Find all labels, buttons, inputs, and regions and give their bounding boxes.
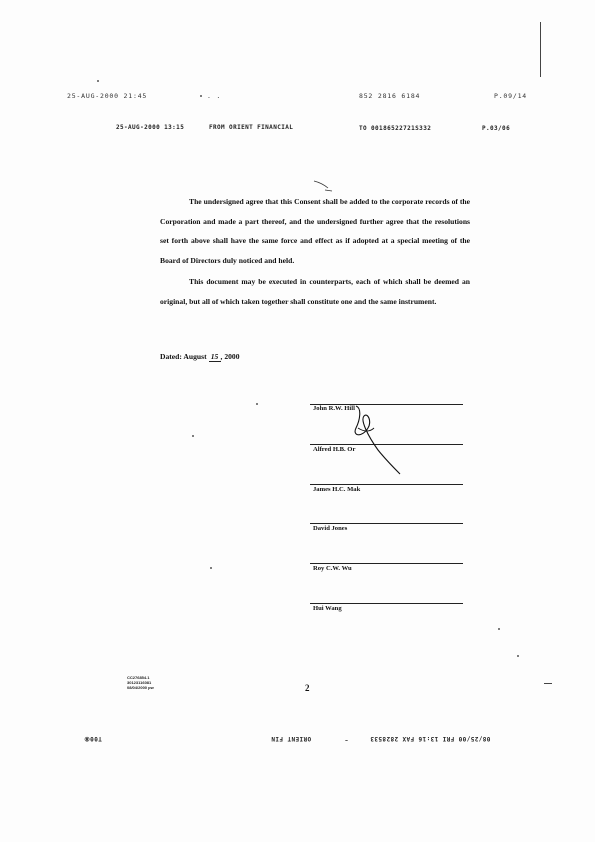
fax-footer-right — [370, 735, 490, 742]
scan-edge-mark — [540, 22, 541, 77]
document-id-line: 30123116081 — [127, 680, 152, 685]
signature-line — [310, 523, 463, 524]
scan-speck — [192, 435, 194, 437]
fax-footer-right-text: 08/25/00 FRI 13:16 FAX 2828533 — [370, 735, 491, 742]
scan-speck — [498, 628, 500, 630]
signatory-name: James H.C. Mak — [313, 486, 361, 493]
signature-line — [310, 484, 463, 485]
dated-line — [160, 352, 240, 362]
signature-line — [310, 563, 463, 564]
fax-subheader-from: FROM ORIENT FINANCIAL — [209, 124, 294, 131]
fax-subheader-to: TO 00186522721S332 — [359, 125, 432, 132]
consent-paragraph-2-text: This document may be executed in counterparts, each of which shall be deemed an original, but all of which taken together shall constitute one and the same instrument. — [160, 277, 470, 306]
document-id-line: 08/04/2000 pw — [127, 685, 154, 690]
fax-header-dots: . . — [207, 92, 222, 100]
scan-speck — [210, 567, 212, 569]
consent-paragraph-2 — [160, 272, 470, 311]
scan-speck — [517, 655, 519, 657]
signatory-name: Alfred H.B. Or — [313, 446, 356, 453]
fax-subheader-datetime: 25-AUG-2000 13:15 — [116, 124, 185, 131]
fax-header-number: 852 2816 6184 — [359, 92, 421, 100]
fax-footer-middle-text: ORIENT FIN — [271, 735, 312, 742]
fax-footer-left-text: T00⑧ — [84, 735, 102, 742]
fax-subheader-page: P.03/06 — [482, 125, 511, 132]
signatory-name: Roy C.W. Wu — [313, 565, 352, 572]
dated-day-handwritten: 15 — [209, 352, 221, 362]
page-number: 2 — [305, 683, 310, 693]
handwritten-signature — [338, 398, 408, 478]
consent-paragraph-1 — [160, 192, 470, 270]
document-id-line: CC276854.1 — [127, 675, 150, 680]
fax-footer-left — [84, 735, 102, 742]
scan-speck — [256, 403, 258, 405]
signatory-name: David Jones — [313, 525, 348, 532]
scan-speck — [200, 95, 202, 97]
fax-footer-middle — [271, 735, 311, 742]
fax-header-datetime: 25-AUG-2000 21:45 — [67, 92, 148, 100]
document-id-block — [127, 675, 154, 690]
signatory-name: John R.W. Hill — [313, 405, 355, 412]
scan-edge-mark — [544, 683, 552, 684]
fax-header-page: P.09/14 — [494, 92, 527, 100]
signature-line — [310, 603, 463, 604]
dated-year: , 2000 — [220, 352, 240, 361]
consent-paragraph-1-text: The undersigned agree that this Consent shall be added to the corporate records of the Corporation and made a part thereof, and the undersigned further agree that the resolutions set forth above shall have the same force and effect as if adopted at a special meeting of the Board of Directors duly noticed and held. — [160, 197, 470, 265]
signatory-name: Hui Wang — [313, 605, 342, 612]
dated-label: Dated: August — [160, 352, 207, 361]
scan-speck — [97, 80, 99, 82]
scan-speck — [345, 740, 348, 741]
